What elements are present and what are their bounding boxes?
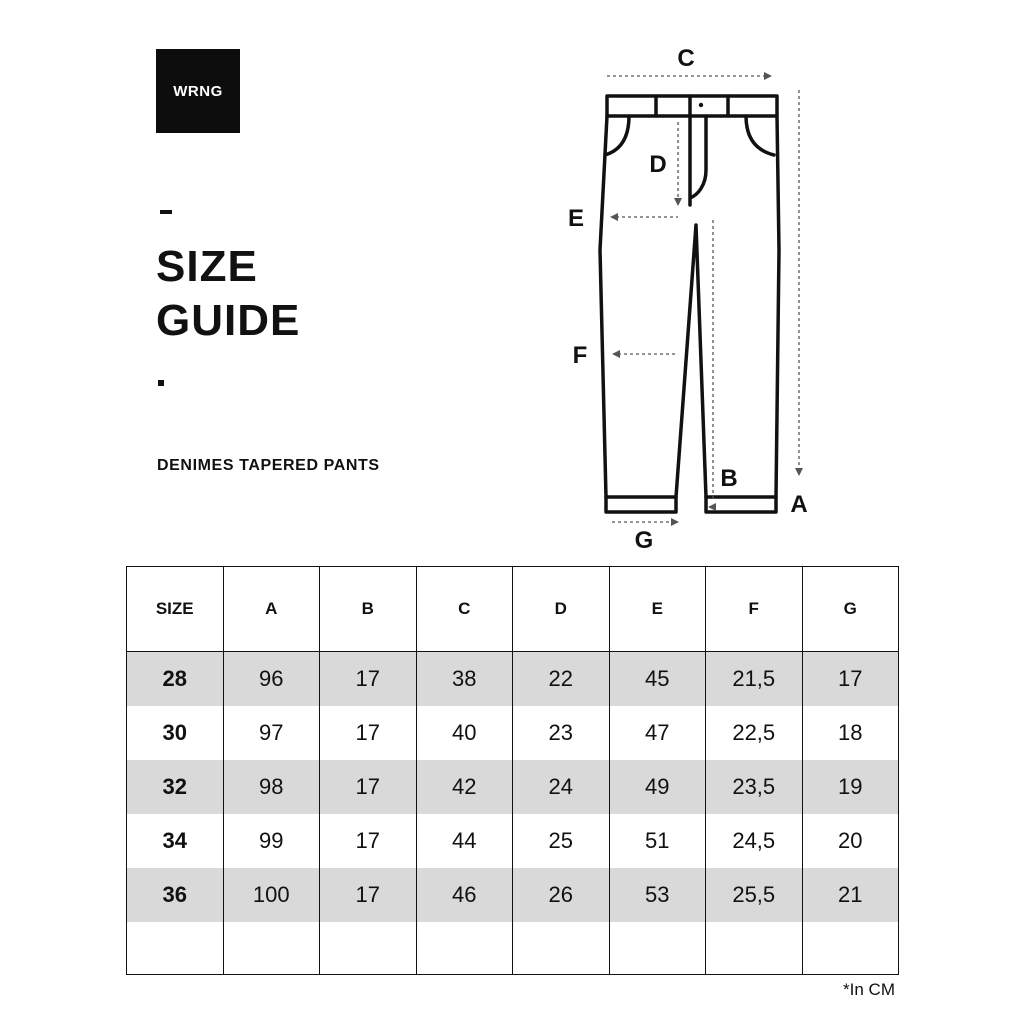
table-cell: 97 (223, 706, 320, 760)
table-cell: 47 (609, 706, 706, 760)
table-row (127, 760, 899, 814)
size-chart-table (126, 566, 899, 975)
table-cell: 23 (513, 706, 610, 760)
table-row (127, 706, 899, 760)
label-b: B (720, 465, 738, 492)
table-row (127, 652, 899, 707)
size-cell: 28 (127, 652, 224, 707)
product-name: DENIMES TAPERED PANTS (157, 457, 380, 474)
size-cell: 36 (127, 868, 224, 922)
table-blank-row (127, 922, 899, 975)
table-cell-empty (223, 922, 320, 975)
table-cell: 20 (802, 814, 899, 868)
column-header-size: SIZE (127, 567, 224, 652)
table-cell: 24,5 (706, 814, 803, 868)
size-cell: 32 (127, 760, 224, 814)
table-cell-empty (320, 922, 417, 975)
table-cell: 45 (609, 652, 706, 707)
table-cell: 99 (223, 814, 320, 868)
brand-logo (156, 49, 240, 133)
decorative-dot (158, 380, 164, 386)
table-cell: 18 (802, 706, 899, 760)
brand-logo-text: WRNG (173, 82, 223, 100)
label-g: G (634, 527, 654, 550)
column-header-g: G (802, 567, 899, 652)
table-cell: 25,5 (706, 868, 803, 922)
table-cell-empty (513, 922, 610, 975)
table-cell: 17 (320, 706, 417, 760)
pants-measurement-diagram (560, 40, 820, 550)
label-c: C (677, 45, 695, 72)
label-e: E (567, 205, 585, 232)
table-cell: 25 (513, 814, 610, 868)
title-line-1: SIZE (156, 242, 258, 291)
table-cell: 17 (320, 652, 417, 707)
waist-button (699, 103, 703, 107)
table-cell: 22 (513, 652, 610, 707)
title-line-2: GUIDE (156, 296, 301, 345)
table-cell: 17 (320, 814, 417, 868)
table-row (127, 814, 899, 868)
table-cell-empty (609, 922, 706, 975)
table-cell: 38 (416, 652, 513, 707)
size-cell: 30 (127, 706, 224, 760)
decorative-dash (160, 210, 172, 214)
table-cell: 17 (320, 760, 417, 814)
table-cell: 46 (416, 868, 513, 922)
table-cell: 17 (802, 652, 899, 707)
page-title (156, 240, 300, 348)
table-cell: 21,5 (706, 652, 803, 707)
table-cell: 17 (320, 868, 417, 922)
size-cell: 34 (127, 814, 224, 868)
table-cell: 49 (609, 760, 706, 814)
column-header-e: E (609, 567, 706, 652)
unit-note: *In CM (843, 980, 895, 999)
table-cell-empty (706, 922, 803, 975)
table-cell-empty (416, 922, 513, 975)
table-cell: 98 (223, 760, 320, 814)
table-cell: 23,5 (706, 760, 803, 814)
pants-outline (600, 96, 779, 512)
table-cell-empty (127, 922, 224, 975)
table-cell: 51 (609, 814, 706, 868)
table-cell: 24 (513, 760, 610, 814)
table-cell-empty (802, 922, 899, 975)
label-a: A (790, 491, 808, 518)
label-d: D (649, 151, 667, 178)
table-row (127, 868, 899, 922)
column-header-a: A (223, 567, 320, 652)
table-cell: 40 (416, 706, 513, 760)
column-header-b: B (320, 567, 417, 652)
column-header-c: C (416, 567, 513, 652)
table-cell: 96 (223, 652, 320, 707)
label-f: F (572, 342, 588, 369)
table-cell: 22,5 (706, 706, 803, 760)
column-header-d: D (513, 567, 610, 652)
table-header-row (127, 567, 899, 652)
table-cell: 100 (223, 868, 320, 922)
table-cell: 21 (802, 868, 899, 922)
column-header-f: F (706, 567, 803, 652)
table-cell: 44 (416, 814, 513, 868)
table-cell: 53 (609, 868, 706, 922)
table-cell: 26 (513, 868, 610, 922)
table-cell: 19 (802, 760, 899, 814)
table-cell: 42 (416, 760, 513, 814)
